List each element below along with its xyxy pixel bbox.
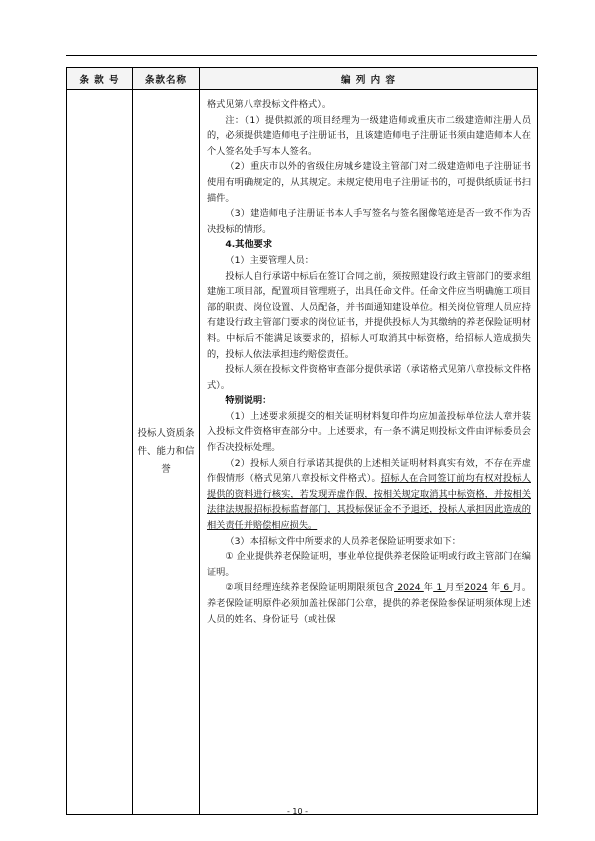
- intro-line: 格式见第八章投标文件格式）。: [207, 99, 332, 110]
- pension-year-end: 2024: [464, 582, 488, 594]
- pension-text-b: 年: [423, 582, 434, 594]
- commitment-format-paragraph: 投标人须在投标文件资格审查部分提供承诺（承诺格式见第八章投标文件格式）。: [207, 364, 531, 391]
- content-body: [200, 90, 537, 627]
- special-notes-title: 特别说明：: [225, 395, 272, 407]
- table-row: [67, 90, 538, 815]
- note-1-text: （1）提供拟派的项目经理为一级建造师或重庆市二级建造师注册人员的，必须提供建造师电子注册证书，且该建造师电子注册证书须由建造师本人在个人签名处手写本人签名。: [207, 114, 532, 157]
- special-note-3: （3）本招标文件中所要求的人员养老保险证明要求如下：: [225, 535, 461, 547]
- special-note-2: [207, 456, 531, 534]
- header-rule: [66, 55, 537, 56]
- clause-no-cell: [67, 90, 133, 815]
- pension-condition-2: [207, 580, 531, 627]
- special-note-2-plain: （2）投标人须自行承诺其提供的上述相关证明材料真实有效，不存在弄虚作假情形（格式见第八章投标文件格式）。: [207, 457, 531, 485]
- pension-condition-1: ① 企业提供养老保险证明，事业单位提供养老保险证明或行政主管部门在编证明。: [207, 551, 531, 578]
- header-clause-name: 条款名称: [133, 68, 200, 90]
- clause-table: [66, 67, 538, 815]
- pension-month-end: 6: [500, 582, 513, 594]
- pension-month-start: 1: [433, 582, 446, 594]
- note-3: （3）建造师电子注册证书本人手写签名与签名图像笔迹是否一致不作为否决投标的情形。: [207, 208, 531, 235]
- special-note-1: （1）上述要求须提交的相关证明材料复印件均应加盖投标单位法人章并装入投标文件资格审查部分中。上述要求，有一条不满足则投标文件由评标委员会作否决投标处理。: [207, 410, 531, 454]
- commitment-paragraph: 投标人自行承诺中标后在签订合同之前，须按照建设行政主管部门的要求组建施工项目部，配置项目管理班子，出具任命文件。任命文件应当明确施工项目部的职责、岗位设置、人员配备，并书面通知建设单位。相关岗位管理人员应持有建设行政主管部门要求的岗位证书，并提供投标人为其缴纳的养老保险证明材料。中标后不能满足该要求的，招标人可取消其中标资格，给招标人造成损失的，投标人依法承担违约赔偿责任。: [207, 270, 531, 360]
- content-cell: [200, 90, 538, 815]
- main-staff-heading: （1）主要管理人员：: [225, 254, 314, 266]
- pension-text-a: ②项目经理连续养老保险证明期限须包含: [225, 582, 395, 594]
- note-1: [207, 113, 531, 160]
- clause-name-cell: 投标人资质条件、能力和信誉: [133, 90, 200, 815]
- other-requirements-title: 4.其他要求: [225, 239, 273, 251]
- page-number: - 10 -: [286, 807, 309, 816]
- note-label: 注：: [225, 114, 245, 126]
- special-note-2-underlined: 招标人在合同签订前均有权对投标人提供的资料进行核实，若发现弄虚作假，按相关规定取消其中标资格，并按相关法律法规报招标投标监督部门，其投标保证金不予退还，投标人承担因此造成的相关责任并赔偿相应损失。: [207, 473, 531, 532]
- note-2: （2）重庆市以外的省级住房城乡建设主管部门对二级建造师电子注册证书使用有明确规定的，从其规定。未规定使用电子注册证书的，可提供纸质证书扫描件。: [207, 161, 531, 204]
- pension-text-c: 月至: [445, 582, 465, 594]
- table-header-row: [67, 68, 538, 90]
- pension-text-d: 年: [487, 582, 501, 594]
- pension-year-start: 2024: [394, 582, 424, 594]
- header-clause-no: 条 款 号: [67, 68, 133, 90]
- header-content: 编 列 内 容: [200, 68, 538, 90]
- pension-text-e: 月。养老保险证明原件必须加盖社保部门公章，提供的养老保险参保证明须体现上述人员的姓名、身份证号（或社保: [207, 582, 532, 625]
